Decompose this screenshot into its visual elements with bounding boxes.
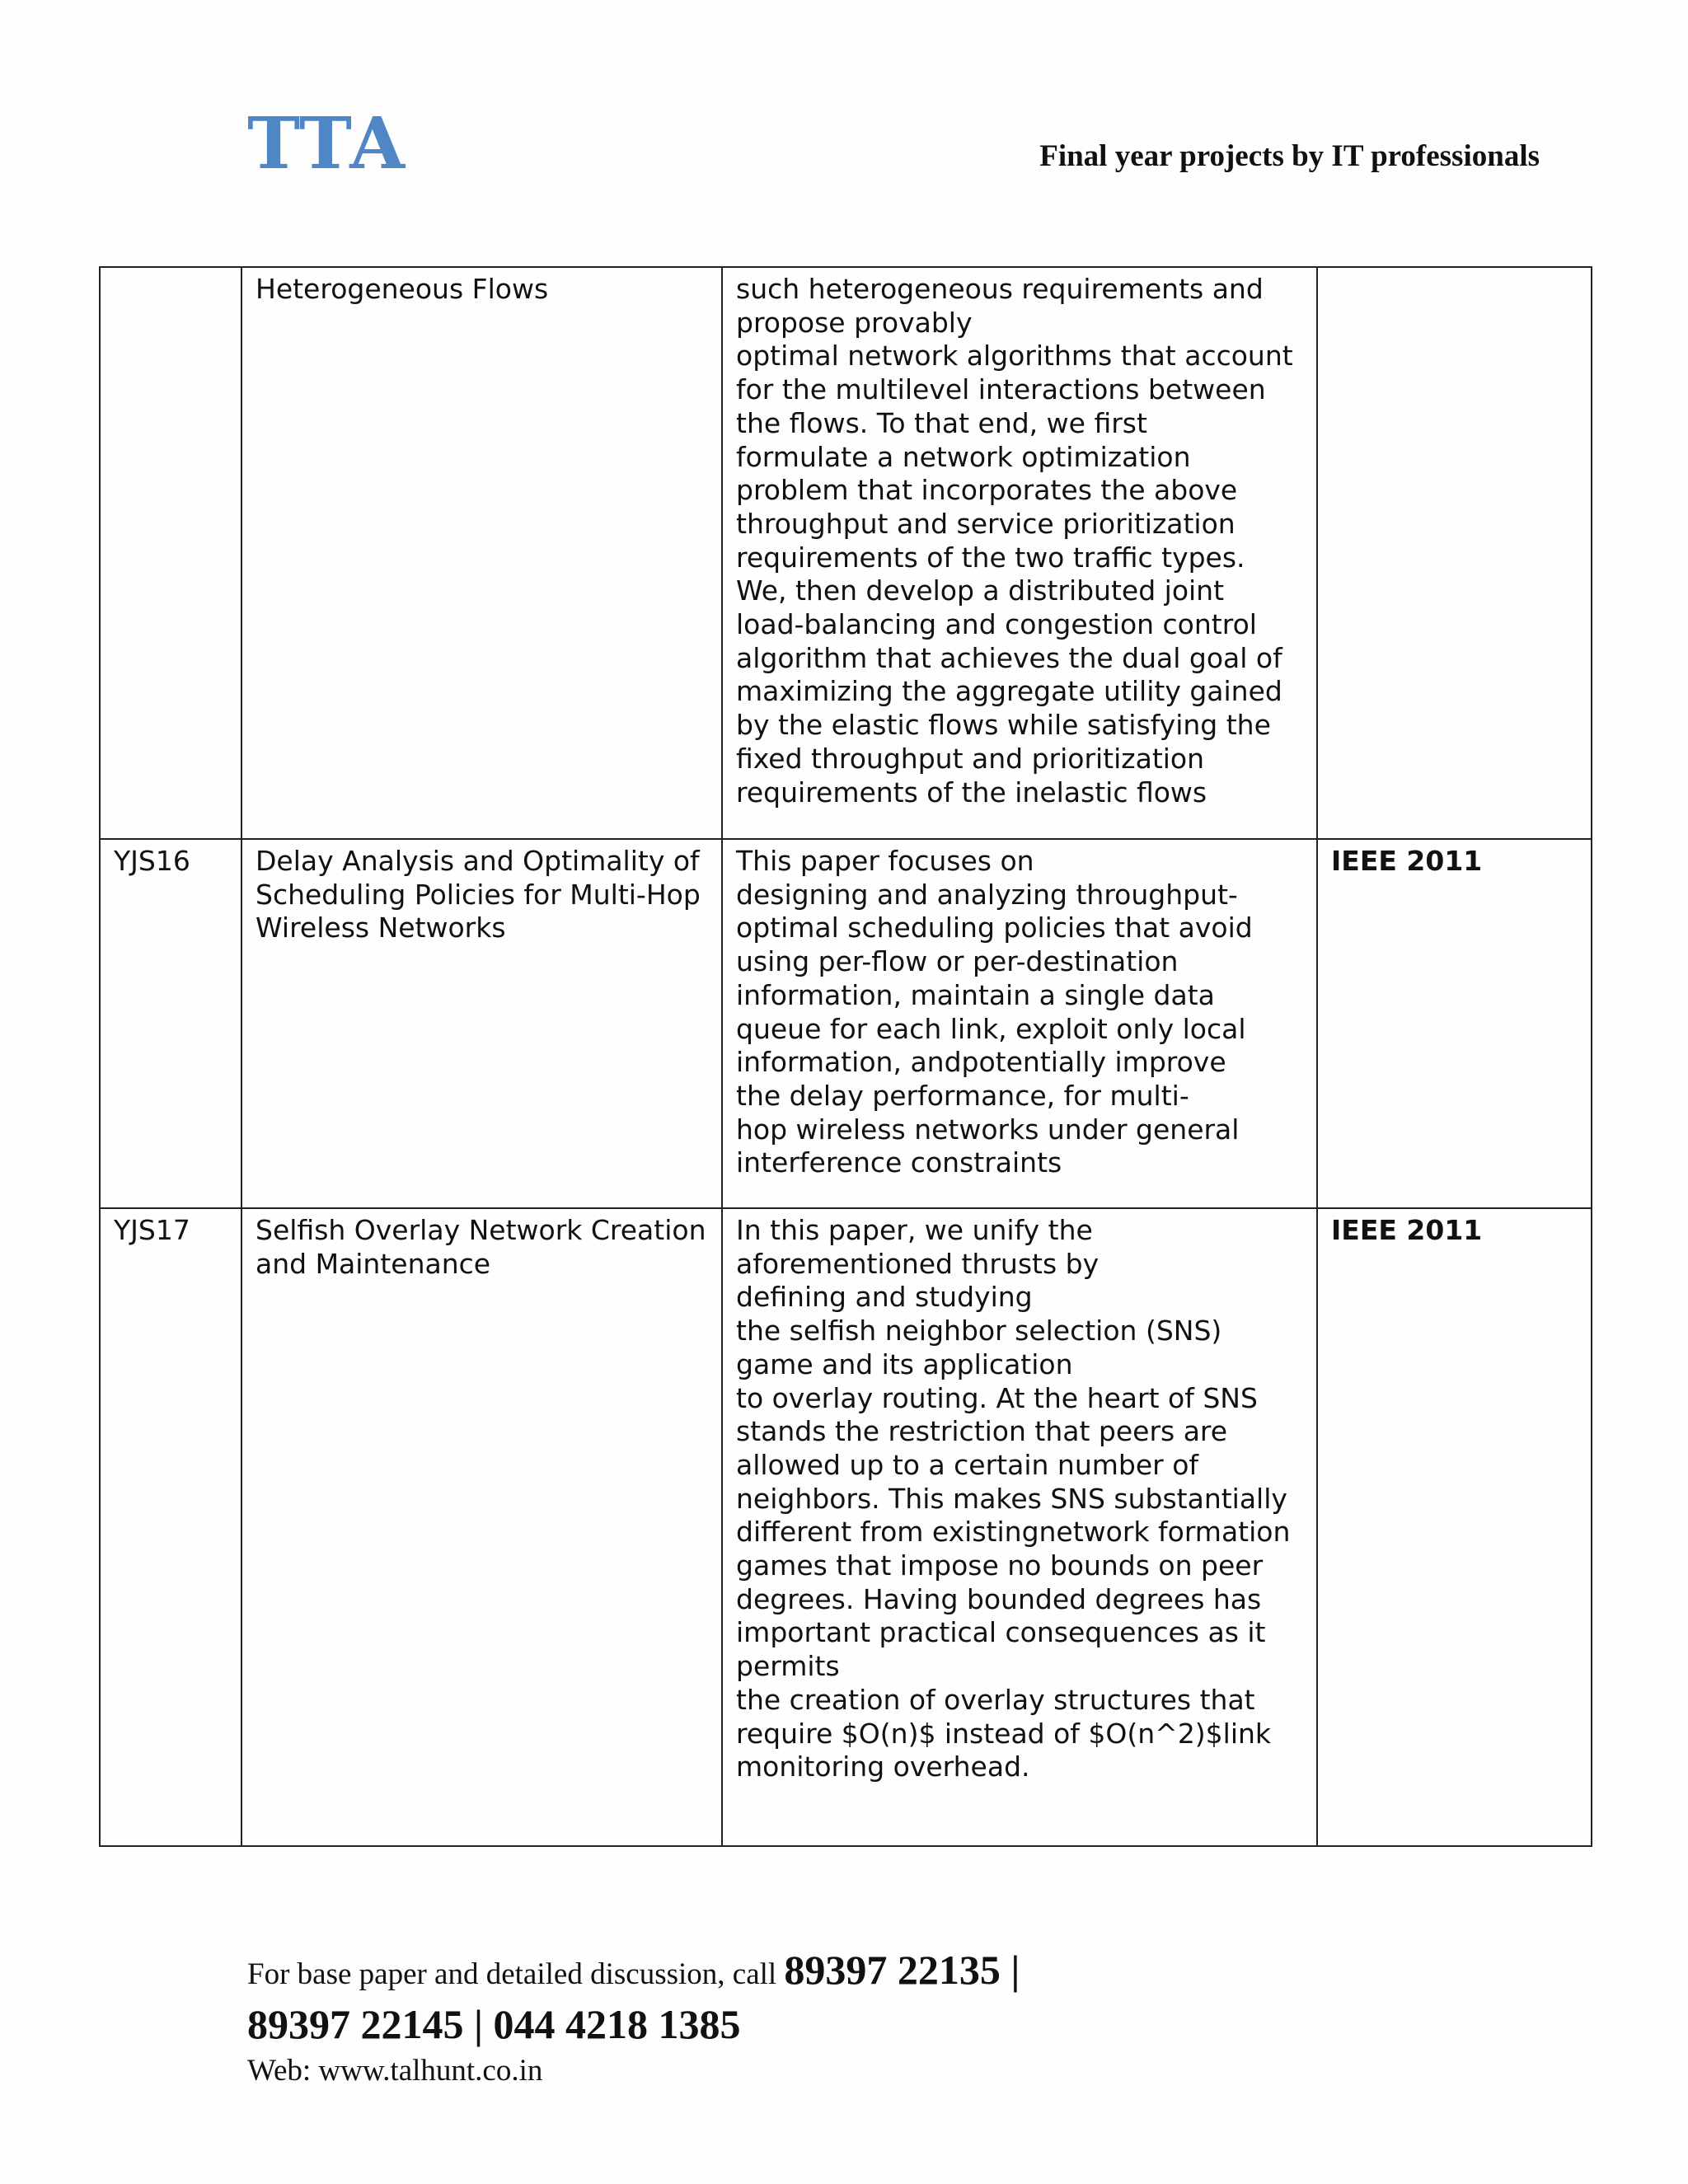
description-line: propose provably: [736, 306, 973, 339]
footer-website: Web: www.talhunt.co.in: [247, 2054, 543, 2088]
project-year-cell: [1317, 267, 1592, 839]
description-line: by the elastic flows while satisfying the: [736, 709, 1271, 742]
project-description-cell: [722, 1208, 1317, 1846]
project-id-cell: [100, 267, 241, 839]
project-title-cell: Delay Analysis and Optimality of Scheduling Policies for Multi-Hop Wireless Networks: [241, 839, 722, 1208]
project-year-cell: IEEE 2011: [1317, 1208, 1592, 1846]
description-line: allowed up to a certain number of: [736, 1448, 1198, 1481]
table-row: [100, 1208, 1592, 1846]
description-line: monitoring overhead.: [736, 1750, 1030, 1783]
description-line: information, maintain a single data: [736, 978, 1215, 1011]
contact-footer: [247, 1945, 1020, 2092]
description-line: maximizing the aggregate utility gained: [736, 675, 1282, 708]
project-title-cell: Heterogeneous Flows: [241, 267, 722, 839]
description-line: This paper focuses on: [736, 845, 1034, 877]
description-line: requirements of the inelastic flows: [736, 776, 1207, 808]
description-line: load-balancing and congestion control: [736, 608, 1257, 641]
description-line: queue for each link, exploit only local: [736, 1012, 1246, 1045]
description-line: optimal network algorithms that account: [736, 340, 1293, 373]
footer-phone-numbers: 89397 22145 | 044 4218 1385: [247, 2001, 741, 2047]
project-description-cell: [722, 267, 1317, 839]
description-line: neighbors. This makes SNS substantially: [736, 1482, 1287, 1515]
description-line: formulate a network optimization: [736, 440, 1191, 473]
description-line: problem that incorporates the above: [736, 474, 1238, 507]
projects-table: [99, 266, 1592, 1847]
project-id-cell: YJS16: [100, 839, 241, 1208]
description-line: optimal scheduling policies that avoid: [736, 912, 1253, 944]
description-line: aforementioned thrusts by: [736, 1247, 1100, 1280]
table-row: [100, 839, 1592, 1208]
description-line: the flows. To that end, we first: [736, 406, 1147, 439]
description-line: requirements of the two traffic types.: [736, 541, 1245, 574]
project-description-cell: [722, 839, 1317, 1208]
description-line: fixed throughput and prioritization: [736, 742, 1205, 775]
header-tagline: Final year projects by IT professionals: [1039, 139, 1540, 173]
description-line: In this paper, we unify the: [736, 1214, 1093, 1246]
description-line: different from existingnetwork formation: [736, 1516, 1291, 1549]
description-line: throughput and service prioritization: [736, 507, 1236, 540]
footer-phone-primary: 89397 22135 |: [784, 1947, 1020, 1993]
description-line: using per-flow or per-destination: [736, 945, 1179, 978]
description-line: degrees. Having bounded degrees has: [736, 1582, 1262, 1615]
description-line: important practical consequences as it: [736, 1616, 1266, 1649]
description-line: games that impose no bounds on peer: [736, 1549, 1264, 1582]
description-line: information, andpotentially improve: [736, 1046, 1226, 1079]
description-line: designing and analyzing throughput-: [736, 878, 1238, 911]
description-line: the delay performance, for multi-: [736, 1079, 1189, 1112]
project-id-cell: YJS17: [100, 1208, 241, 1846]
tta-logo: TTA: [247, 102, 406, 185]
description-line: defining and studying: [736, 1281, 1033, 1314]
footer-intro: For base paper and detailed discussion, call: [247, 1957, 785, 1991]
footer-call-line: [247, 1945, 1020, 1999]
description-line: to overlay routing. At the heart of SNS: [736, 1381, 1258, 1414]
project-year-cell: IEEE 2011: [1317, 839, 1592, 1208]
description-line: require $O(n)$ instead of $O(n^2)$link: [736, 1717, 1272, 1750]
description-line: We, then develop a distributed joint: [736, 574, 1225, 607]
description-line: for the multilevel interactions between: [736, 373, 1266, 406]
description-line: interference constraints: [736, 1146, 1062, 1179]
project-title-cell: Selfish Overlay Network Creation and Maintenance: [241, 1208, 722, 1846]
description-line: hop wireless networks under general: [736, 1113, 1240, 1146]
description-line: permits: [736, 1650, 840, 1683]
description-line: such heterogeneous requirements and: [736, 273, 1264, 305]
description-line: algorithm that achieves the dual goal of: [736, 641, 1282, 674]
description-line: the selfish neighbor selection (SNS): [736, 1315, 1222, 1347]
table-row: [100, 267, 1592, 839]
description-line: stands the restriction that peers are: [736, 1415, 1228, 1448]
description-line: game and its application: [736, 1347, 1073, 1380]
description-line: the creation of overlay structures that: [736, 1683, 1255, 1716]
